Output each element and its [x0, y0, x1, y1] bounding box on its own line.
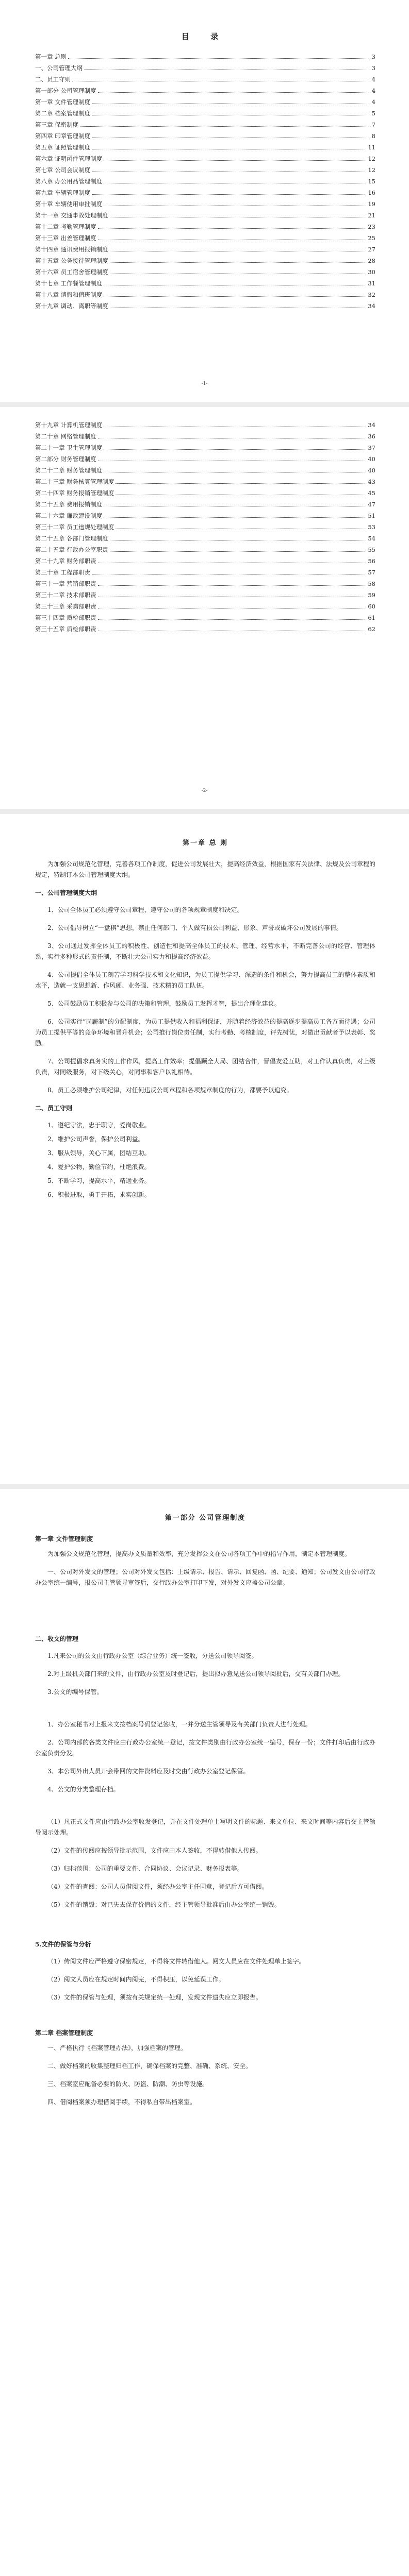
- toc-entry-page: 34: [368, 302, 375, 310]
- toc-entry[interactable]: [35, 72, 375, 83]
- paragraph: （1）凡正式文件应由行政办公室收发登记，并在文件处理单上写明文件的标题、来文单位、来文时间等内容后交主管领导阅示处理。: [35, 1818, 375, 1836]
- toc-leader: [104, 205, 366, 206]
- toc-entry-page: 3: [371, 64, 375, 72]
- toc-leader: [92, 137, 370, 138]
- toc-entry[interactable]: [35, 162, 375, 174]
- section-heading: 5.文件的保管与分析: [35, 1941, 91, 1948]
- toc-entry[interactable]: [35, 128, 375, 140]
- toc-entry[interactable]: [35, 610, 375, 621]
- toc-leader: [110, 273, 367, 274]
- toc-entry-title: 第三十二章 技术部职责: [35, 591, 96, 599]
- toc-entry-title: 第九章 车辆管理制度: [35, 189, 91, 196]
- chapter-1-paragraphs: [35, 905, 375, 1096]
- toc-entry-page: 45: [368, 489, 375, 497]
- toc-entry[interactable]: [35, 531, 375, 542]
- paragraph: 4、公司提倡全体员工刻苦学习科学技术和文化知识，为员工提供学习、深造的条件和机会，努力提高员工的整体素质和水平，造就一支思想新、作风硬、业务强、技术精的员工队伍。: [35, 971, 375, 989]
- toc-leader: [98, 92, 370, 93]
- chapter-page: [0, 814, 409, 1484]
- toc-entry-page: 4: [371, 87, 375, 94]
- paragraph: 4、爱护公物，勤俭节约，杜绝浪费。: [47, 1163, 151, 1171]
- toc-leader: [110, 539, 367, 540]
- section-paragraphs: [35, 1817, 375, 1910]
- toc-entry-page: 40: [368, 467, 375, 474]
- toc-entry[interactable]: [35, 264, 375, 276]
- toc-leader: [98, 460, 367, 461]
- toc-entry-title: 第五章 证照管理制度: [35, 144, 91, 151]
- toc-entry-title: 第三十五章 质检部职责: [35, 625, 96, 633]
- toc-entry[interactable]: [35, 474, 375, 485]
- toc-entry[interactable]: [35, 151, 375, 162]
- page-gap: [0, 1484, 409, 1489]
- paragraph: （2）文件的传阅应按领导批示范围，文件应由本人签收，不得转借他人传阅。: [47, 1847, 262, 1854]
- toc-entry[interactable]: [35, 451, 375, 463]
- toc-leader: [92, 573, 366, 574]
- toc-entry-title: 第三十一章 营销部职责: [35, 580, 96, 587]
- toc-entry-title: 第二十一章 卫生管理制度: [35, 444, 103, 451]
- toc-entry-title: 第四章 印章管理制度: [35, 132, 91, 140]
- paragraph: 8、员工必须维护公司纪律，对任何违反公司章程和各项规章制度的行为，都要予以追究。: [47, 1087, 293, 1094]
- toc-entry[interactable]: [35, 576, 375, 587]
- paragraph: 二、做好档案的收集整理归档工作，确保档案的完整、准确、系统、安全。: [47, 2062, 252, 2070]
- toc-leader: [92, 171, 366, 172]
- toc-entry-page: 11: [368, 144, 375, 151]
- section-paragraphs: [35, 1719, 375, 1795]
- paragraph: 三、档案室应配备必要的防火、防盗、防潮、防虫等设施。: [47, 2080, 209, 2088]
- toc-entry[interactable]: [35, 185, 375, 196]
- toc-entry[interactable]: [35, 485, 375, 497]
- toc-entry-title: 第二十三章 财务核算管理制度: [35, 478, 114, 485]
- toc-entry[interactable]: [35, 83, 375, 94]
- toc-leader: [80, 126, 370, 127]
- toc-entry-title: 一、公司管理大纲: [35, 64, 83, 72]
- toc-entry-title: 第二十二章 财务管理制度: [35, 467, 103, 474]
- toc-entry-title: 第八章 办公用品管理制度: [35, 178, 103, 185]
- toc-entry-title: 第十九章 计算机管理制度: [35, 421, 103, 429]
- toc-leader: [116, 494, 366, 495]
- toc-entry-title: 第七章 公司会议制度: [35, 166, 91, 174]
- toc-page-1: [0, 0, 409, 402]
- toc-entry-page: 21: [368, 212, 375, 219]
- toc-leader: [104, 517, 366, 518]
- page-marker: -1-: [201, 381, 208, 386]
- paragraph: 为加强公文规范化管理，提高办文质量和效率，充分发挥公文在公司各项工作中的指导作用，制定本管理制度。: [47, 1550, 351, 1557]
- toc-entry-page: 37: [368, 444, 375, 451]
- toc-entry-page: 32: [368, 291, 375, 298]
- paragraph: 5、公司鼓励员工积极参与公司的决策和管理，鼓励员工发挥才智，提出合理化建议。: [47, 1000, 281, 1007]
- toc-leader: [98, 228, 367, 229]
- toc-leader: [104, 505, 366, 506]
- toc-entry[interactable]: [35, 196, 375, 208]
- toc-entry[interactable]: [35, 276, 375, 287]
- toc-entry-title: 第三十章 工程部职责: [35, 569, 91, 576]
- toc-entry[interactable]: [35, 519, 375, 531]
- toc-entry-page: 4: [371, 76, 375, 83]
- toc-entry[interactable]: [35, 174, 375, 185]
- paragraph: 3、服从领导，关心下属，团结互助。: [47, 1149, 151, 1157]
- toc-leader: [116, 528, 366, 529]
- toc-entry[interactable]: [35, 508, 375, 519]
- paragraph: 一、公司对外发文的管理；公司对外发文包括：上级请示、报告、请示、回复函、函、纪要、通知；公司发文由公司行政办公室统一编号，报公司主管领导审签后，交行政办公室打印下发，对外发文应盖公司公章。: [35, 1568, 376, 1586]
- toc-entry-title: 第一章 总则: [35, 53, 67, 60]
- toc-entry[interactable]: [35, 106, 375, 117]
- toc-entry-title: 第十九章 调动、离职等制度: [35, 302, 108, 310]
- toc-leader: [104, 449, 366, 450]
- paragraph: 一、严格执行《档案管理办法》，加强档案的管理。: [47, 2044, 187, 2052]
- toc-leader: [104, 471, 366, 472]
- toc-entry-page: 47: [368, 501, 375, 508]
- toc-entry[interactable]: [35, 429, 375, 440]
- toc-entry-title: 第二部分 财务管理制度: [35, 455, 96, 463]
- toc-leader: [104, 284, 366, 285]
- toc-entry-title: 第三十三章 采购部职责: [35, 603, 96, 610]
- toc-entry-page: 40: [368, 455, 375, 463]
- part-1-page: [0, 1489, 409, 2576]
- toc-entry-page: 25: [368, 234, 375, 242]
- toc-entry-page: 55: [368, 546, 375, 553]
- toc-entry[interactable]: [35, 542, 375, 553]
- toc-entry-title: 第三章 保密制度: [35, 121, 79, 128]
- toc-entry-title: 第十四章 通讯费用报销制度: [35, 246, 108, 253]
- toc-entry-page: 34: [368, 421, 375, 429]
- toc-entry-page: 23: [368, 223, 375, 230]
- toc-entry-title: 第三十二章 员工违规处理制度: [35, 523, 114, 531]
- toc-leader: [72, 80, 370, 81]
- paragraph: 2、公司内部的各类文件应由行政办公室统一登记，按文件类别由行政办公室统一编号，保存一份；文件打印后由行政办公室负责分发。: [35, 1739, 375, 1757]
- toc-leader: [92, 148, 366, 149]
- toc-entry-title: 第十七章 工作餐管理制度: [35, 280, 103, 287]
- toc-leader: [98, 562, 367, 563]
- paragraph: 6、积极进取，勇于开拓，求实创新。: [47, 1191, 151, 1198]
- toc-entry[interactable]: [35, 417, 375, 429]
- toc-entry-title: 第二章 档案管理制度: [35, 110, 91, 117]
- toc-list-1: [35, 49, 375, 310]
- page-marker: -2-: [201, 788, 208, 793]
- toc-page-2: [0, 407, 409, 809]
- toc-entry-title: 第十章 车辆使用审批制度: [35, 200, 103, 208]
- toc-entry-page: 19: [368, 200, 375, 208]
- toc-entry[interactable]: [35, 242, 375, 253]
- toc-entry-page: 43: [368, 478, 375, 485]
- paragraph: 1.凡来公司的公文由行政办公室（综合业务）统一签收，分送公司领导阅签。: [47, 1652, 258, 1659]
- toc-entry-page: 3: [371, 53, 375, 60]
- toc-entry[interactable]: [35, 287, 375, 298]
- paragraph: （2）阅文人员应在规定时间内阅完，不得积压，以免延误工作。: [47, 1976, 225, 1983]
- toc-leader: [104, 296, 366, 297]
- employee-rules: [35, 1120, 375, 1200]
- toc-entry[interactable]: [35, 621, 375, 633]
- paragraph: 2.对上级机关部门来的文件，由行政办公室及时登记后，提出拟办意见送公司领导阅批后，交有关部门办理。: [47, 1670, 345, 1677]
- toc-entry-page: 15: [368, 178, 375, 185]
- chapter-heading: 第一章 文件管理制度: [35, 1535, 93, 1543]
- paragraph: 3.公文的编号保管。: [47, 1688, 103, 1696]
- toc-entry[interactable]: [35, 94, 375, 106]
- paragraph: （5）文件的销毁：对已失去保存价值的文件，经主管领导批准后由办公室统一销毁。: [47, 1901, 281, 1908]
- toc-entry-page: 59: [368, 591, 375, 599]
- toc-entry-title: 第二十五章 各部门管理制度: [35, 535, 108, 542]
- paragraph: （4）文件的查阅：公司人员借阅文件，须经办公室主任同意，登记后方可借阅。: [47, 1883, 268, 1890]
- toc-entry-page: 12: [368, 166, 375, 174]
- chapter-1-intro: 为加强公司规范化管理，完善各项工作制度，促进公司发展壮大，提高经济效益，根据国家有关法律、法规及公司章程的规定，特制订本公司管理制度大纲。: [35, 860, 376, 878]
- toc-leader: [110, 250, 367, 251]
- toc-leader: [104, 426, 366, 427]
- toc-leader: [98, 619, 367, 620]
- toc-entry-title: 第一部分 公司管理制度: [35, 87, 96, 94]
- paragraph: 3、公司通过发挥全体员工的积极性、创造性和提高全体员工的技术、管理、经营水平，不断完善公司的经营、管理体系，实行多种形式的责任制，不断壮大公司实力和提高经济效益。: [35, 942, 375, 960]
- toc-leader: [110, 307, 367, 308]
- paragraph: （3）文件的保管与处理，须按有关规定统一处理，发现文件遗失应立即报告。: [47, 1994, 262, 2001]
- part-1-title: 第一部分 公司管理制度: [165, 1514, 246, 1522]
- toc-leader: [98, 585, 367, 586]
- toc-leader: [98, 437, 367, 438]
- toc-leader: [68, 58, 370, 59]
- toc-title: 目 录: [181, 32, 228, 41]
- toc-entry[interactable]: [35, 49, 375, 60]
- toc-entry-title: 第十八章 请假和值班制度: [35, 291, 103, 298]
- toc-entry-title: 第二十四章 财务报销管理制度: [35, 489, 114, 497]
- toc-leader: [110, 216, 367, 217]
- toc-leader: [98, 596, 367, 597]
- toc-leader: [92, 103, 370, 104]
- toc-entry[interactable]: [35, 440, 375, 451]
- toc-entry-page: 53: [368, 523, 375, 531]
- toc-entry-page: 5: [371, 110, 375, 117]
- toc-entry-title: 第二十五章 费用报销制度: [35, 501, 103, 508]
- toc-entry[interactable]: [35, 565, 375, 576]
- paragraph: 1、遵纪守法，忠于职守，爱岗敬业。: [47, 1122, 151, 1129]
- paragraph: 1、办公室秘书对上报来文按档案号码登记签收，一并分送主管领导及有关部门负责人进行处理。: [47, 1721, 312, 1728]
- toc-leader: [92, 194, 366, 195]
- toc-entry[interactable]: [35, 463, 375, 474]
- toc-leader: [104, 160, 366, 161]
- toc-entry-title: 第一章 文件管理制度: [35, 98, 91, 106]
- paragraph: 4、公文的分类整理存档。: [47, 1786, 120, 1793]
- toc-entry-page: 27: [368, 246, 375, 253]
- paragraph: 6、公司实行“岗薪制”的分配制度，为员工提供收入和福利保证，并随着经济效益的提高逐步提高员工各方面待遇；公司为员工提供平等的竞争环境和晋升机会；公司推行岗位责任制，实行考勤、考核制度，评先树优，对做出贡献者予以表彰、奖励。: [35, 1018, 376, 1047]
- toc-entry-title: 第十二章 考勤管理制度: [35, 223, 96, 230]
- toc-entry-page: 7: [371, 121, 375, 128]
- toc-entry[interactable]: [35, 140, 375, 151]
- toc-entry[interactable]: [35, 208, 375, 219]
- toc-entry-page: 31: [368, 280, 375, 287]
- chapter-heading: 第二章 档案管理制度: [35, 2029, 93, 2037]
- section-heading: 二、收文的管理: [35, 1635, 79, 1642]
- toc-entry-page: 16: [368, 189, 375, 196]
- paragraph: 3、本公司外出人员开会带回的文件资料应及时交由行政办公室登记保管。: [47, 1768, 250, 1775]
- paragraph: 2、公司倡导树立“一盘棋”思想，禁止任何部门、个人做有损公司利益、形象、声誉或破坏公司发展的事情。: [47, 924, 342, 931]
- paragraph: （3）归档范围：公司的重要文件、合同协议、会议记录、财务报表等。: [47, 1865, 243, 1872]
- toc-entry[interactable]: [35, 117, 375, 128]
- toc-leader: [110, 551, 367, 552]
- toc-entry-title: 第十五章 公务接待管理制度: [35, 257, 108, 264]
- page-gap: [0, 402, 409, 407]
- toc-entry-page: 56: [368, 557, 375, 565]
- toc-entry-page: 57: [368, 569, 375, 576]
- section-paragraphs: [35, 1956, 375, 2003]
- toc-entry[interactable]: [35, 298, 375, 310]
- paragraph: 2、维护公司声誉，保护公司利益。: [47, 1136, 144, 1143]
- toc-entry[interactable]: [35, 587, 375, 599]
- toc-leader: [116, 483, 366, 484]
- toc-leader: [98, 630, 367, 631]
- toc-entry-page: 12: [368, 155, 375, 162]
- toc-leader: [92, 114, 370, 115]
- toc-entry-title: 第二十章 网络管理制度: [35, 433, 96, 440]
- toc-entry-page: 4: [371, 98, 375, 106]
- toc-leader: [98, 239, 367, 240]
- toc-entry-title: 第六章 证明函件管理制度: [35, 155, 103, 162]
- toc-entry-page: 8: [371, 132, 375, 140]
- toc-entry-page: 36: [368, 433, 375, 440]
- toc-entry-title: 二、员工守则: [35, 76, 71, 83]
- toc-entry-title: 第十三章 出差管理制度: [35, 234, 96, 242]
- toc-leader: [104, 182, 366, 183]
- toc-entry[interactable]: [35, 230, 375, 242]
- toc-entry-title: 第三十四章 质检部职责: [35, 614, 96, 621]
- toc-entry-page: 62: [368, 625, 375, 633]
- page-gap: [0, 809, 409, 814]
- toc-entry[interactable]: [35, 553, 375, 565]
- paragraph: 1、公司全体员工必须遵守公司章程，遵守公司的各项规章制度和决定。: [47, 906, 243, 913]
- toc-entry-page: 61: [368, 614, 375, 621]
- toc-entry-page: 60: [368, 603, 375, 610]
- toc-leader: [110, 262, 367, 263]
- toc-leader: [98, 607, 367, 608]
- toc-list-2: [35, 417, 375, 633]
- section-heading: 二、员工守则: [35, 1105, 73, 1112]
- toc-entry[interactable]: [35, 253, 375, 264]
- toc-entry[interactable]: [35, 599, 375, 610]
- toc-entry-page: 30: [368, 268, 375, 276]
- toc-entry-title: 第二十六章 廉政建设制度: [35, 512, 103, 519]
- toc-entry-title: 第十六章 员工宿舍管理制度: [35, 268, 108, 276]
- paragraph: 7、公司提倡求真务实的工作作风，提高工作效率；提倡顾全大局、团结合作，晋倡友爱互助，对工作认真负责，对上级负责，对同级服务，对下级关心，对同事和客户以礼相待。: [35, 1058, 375, 1076]
- chapter-1-content: [35, 835, 375, 1204]
- section-paragraphs: [35, 2043, 375, 2108]
- paragraph: 四、借阅档案须办理借阅手续，不得私自带出档案室。: [47, 2098, 197, 2106]
- section-paragraphs: [35, 1651, 375, 1698]
- paragraph: 5、不断学习，提高水平，精通业务。: [47, 1177, 151, 1184]
- toc-entry[interactable]: [35, 219, 375, 230]
- toc-entry-page: 28: [368, 257, 375, 264]
- toc-entry-page: 58: [368, 580, 375, 587]
- section-heading: 一、公司管理制度大纲: [35, 889, 97, 896]
- toc-entry-title: 第十一章 交通事故处理制度: [35, 212, 108, 219]
- chapter-1-title: 第一章 总 则: [182, 839, 228, 847]
- toc-entry-page: 51: [368, 512, 375, 519]
- part-1-content: [35, 1510, 375, 2115]
- paragraph: （1）传阅文件应严格遵守保密规定，不得将文件转借他人。阅文人员应在文件处理单上签字。: [47, 1958, 305, 1965]
- toc-entry[interactable]: [35, 497, 375, 508]
- toc-entry-page: 54: [368, 535, 375, 542]
- toc-entry-title: 第二十五章 行政办公室职责: [35, 546, 108, 553]
- toc-entry[interactable]: [35, 60, 375, 72]
- toc-leader: [84, 69, 370, 70]
- toc-entry-title: 第二十九章 财务部职责: [35, 557, 96, 565]
